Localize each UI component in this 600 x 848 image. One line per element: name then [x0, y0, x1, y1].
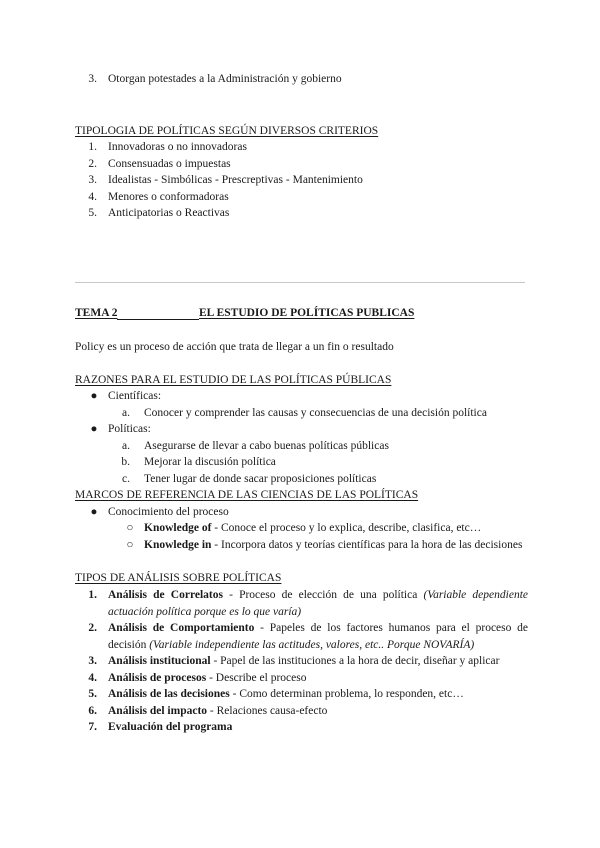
- list-number: 2.: [88, 622, 97, 634]
- term-bold: Análisis de Comportamiento: [108, 622, 255, 634]
- term-desc: - Papel de las instituciones a la hora de decir, diseñar y aplicar: [210, 655, 500, 667]
- sub-bullet-text: [144, 537, 528, 554]
- list-item-text: [108, 620, 528, 653]
- list-number: 3.: [88, 73, 97, 85]
- list-item-text: [108, 670, 306, 687]
- bullet-text: Científicas:: [108, 390, 162, 402]
- term-desc: - Papeles de los factores humanos para el proceso de decisión: [108, 622, 529, 651]
- list-item-text: [108, 653, 499, 670]
- sub-letter: b.: [121, 456, 130, 468]
- bullet-circle: ○: [126, 539, 134, 551]
- term-desc: - Describe el proceso: [206, 672, 307, 684]
- tipologia-heading: TIPOLOGIA DE POLÍTICAS SEGÚN DIVERSOS CRITERIOS: [75, 125, 379, 137]
- term-bold: Knowledge in: [144, 539, 212, 551]
- term-bold: Análisis de procesos: [108, 672, 207, 684]
- term-bold: Análisis de Correlatos: [108, 589, 223, 601]
- list-number: 1.: [88, 141, 97, 153]
- list-item-text: Menores o conformadoras: [108, 191, 229, 203]
- term-bold: Análisis del impacto: [108, 705, 208, 717]
- list-number: 3.: [88, 174, 97, 186]
- bullet-text: Políticas:: [108, 423, 151, 435]
- list-number: 2.: [88, 158, 97, 170]
- sub-item-text: Conocer y comprender las causas y consecuencias de una decisión política: [144, 407, 487, 419]
- bullet-text: Conocimiento del proceso: [108, 506, 229, 518]
- list-item-text: [108, 703, 327, 720]
- list-number: 6.: [88, 705, 97, 717]
- sub-bullet-text: [144, 520, 528, 537]
- list-item-text: Consensuadas o impuestas: [108, 158, 231, 170]
- list-number: 7.: [88, 721, 97, 733]
- horizontal-divider: [75, 282, 525, 283]
- list-item-text: [108, 686, 464, 703]
- sub-item-text: Mejorar la discusión política: [144, 456, 276, 468]
- intro-paragraph: Policy es un proceso de acción que trata de llegar a un fin o resultado: [75, 341, 394, 353]
- tipos-heading: TIPOS DE ANÁLISIS SOBRE POLÍTICAS: [75, 572, 282, 584]
- term-desc: - Como determinan problema, lo responden, etc…: [229, 688, 464, 700]
- list-item-text: Innovadoras o no innovadoras: [108, 141, 247, 153]
- list-number: 5.: [88, 207, 97, 219]
- list-item-text: Anticipatorias o Reactivas: [108, 207, 230, 219]
- term-note: (Variable dependiente actuación política porque es lo que varía): [108, 589, 528, 618]
- bullet-dot: ●: [90, 506, 98, 518]
- list-item-text: [108, 719, 232, 736]
- list-number: 3.: [88, 655, 97, 667]
- list-item-text: Idealistas - Simbólicas - Prescreptivas - Mantenimiento: [108, 174, 363, 186]
- heading-underline-gap: [117, 319, 199, 320]
- razones-heading: RAZONES PARA EL ESTUDIO DE LAS POLÍTICAS PÚBLICAS: [75, 374, 392, 386]
- marcos-heading: MARCOS DE REFERENCIA DE LAS CIENCIAS DE LAS POLÍTICAS: [75, 489, 419, 501]
- term-desc: - Proceso de elección de una política: [222, 589, 424, 601]
- term-desc: - Conoce el proceso y lo explica, describe, clasifica, etc…: [211, 522, 482, 534]
- term-bold: Análisis institucional: [108, 655, 211, 667]
- tema-label: TEMA 2: [75, 307, 118, 319]
- term-bold: Knowledge of: [144, 522, 212, 534]
- term-desc: - Relaciones causa-efecto: [207, 705, 328, 717]
- sub-letter: c.: [122, 473, 130, 485]
- term-desc: - Incorpora datos y teorías científicas para la hora de las decisiones: [211, 539, 523, 551]
- tema-title: EL ESTUDIO DE POLÍTICAS PUBLICAS: [199, 307, 415, 319]
- list-number: 4.: [88, 191, 97, 203]
- list-item-text: Otorgan potestades a la Administración y gobierno: [108, 73, 342, 85]
- sub-letter: a.: [122, 440, 130, 452]
- bullet-dot: ●: [90, 390, 98, 402]
- list-number: 1.: [88, 589, 97, 601]
- list-item-text: [108, 587, 528, 620]
- sub-item-text: Asegurarse de llevar a cabo buenas políticas públicas: [144, 440, 389, 452]
- list-number: 5.: [88, 688, 97, 700]
- bullet-circle: ○: [126, 522, 134, 534]
- sub-letter: a.: [122, 407, 130, 419]
- list-number: 4.: [88, 672, 97, 684]
- term-bold: Evaluación del programa: [108, 721, 233, 733]
- bullet-dot: ●: [90, 423, 98, 435]
- term-note: (Variable independiente las actitudes, valores, etc.. Porque NOVARÍA): [149, 638, 475, 651]
- term-bold: Análisis de las decisiones: [108, 688, 230, 700]
- sub-item-text: Tener lugar de donde sacar proposiciones políticas: [144, 473, 377, 485]
